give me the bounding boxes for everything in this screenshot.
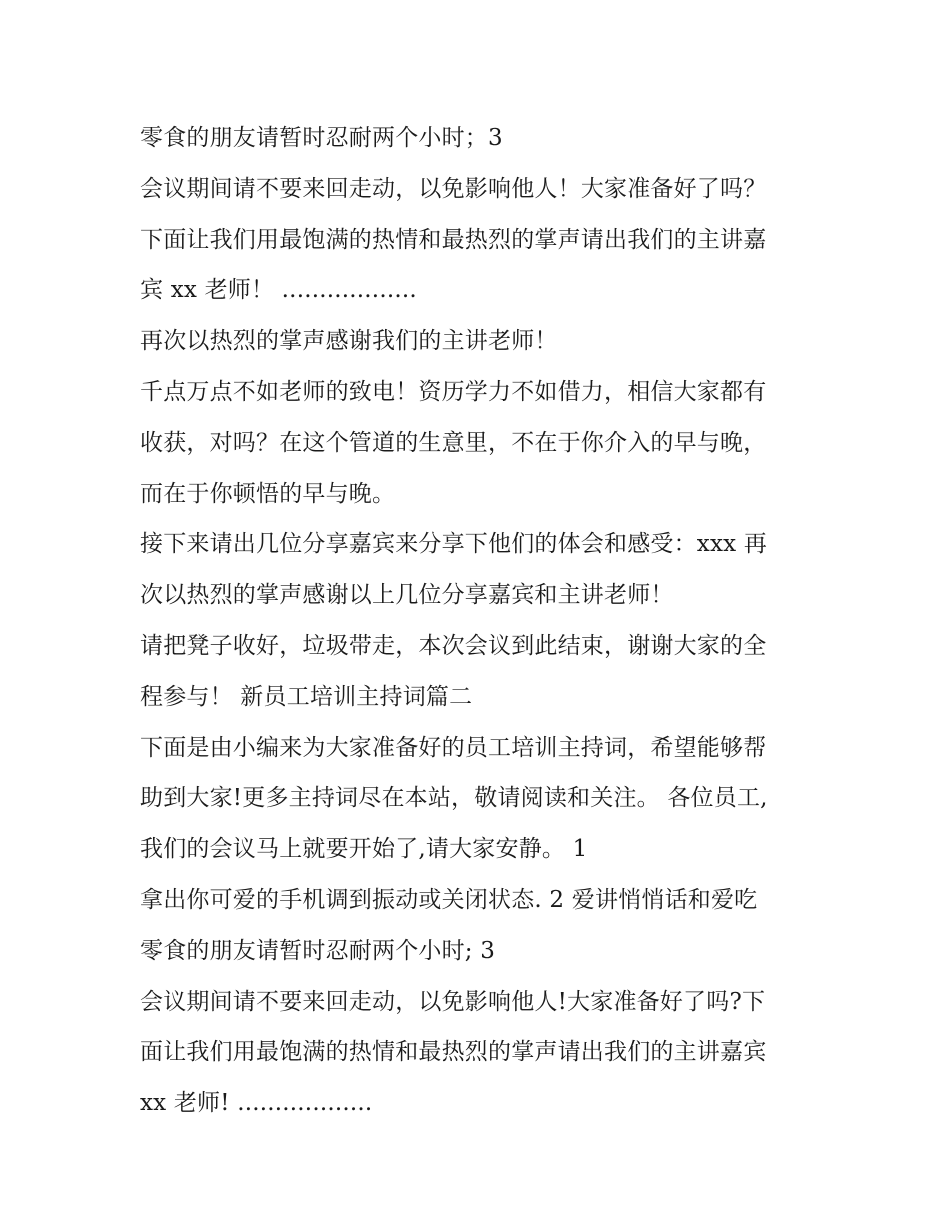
text-line-7: 收获，对吗？在这个管道的生意里，不在于你介入的早与晚， bbox=[140, 429, 767, 456]
text-line-12: 程参与！ 新员工培训主持词篇二 bbox=[140, 683, 473, 710]
text-line-18: 会议期间请不要来回走动，以免影响他人!大家准备好了吗?下 bbox=[140, 988, 766, 1015]
text-line-10: 次以热烈的掌声感谢以上几位分享嘉宾和主讲老师！ bbox=[140, 582, 674, 609]
text-line-3: 下面让我们用最饱满的热情和最热烈的掌声请出我们的主讲嘉 bbox=[140, 226, 767, 253]
text-line-11: 请把凳子收好，垃圾带走，本次会议到此结束，谢谢大家的全 bbox=[140, 632, 767, 659]
text-line-9: 接下来请出几位分享嘉宾来分享下他们的体会和感受：xxx 再 bbox=[140, 531, 768, 558]
text-line-19: 面让我们用最饱满的热情和最热烈的掌声请出我们的主讲嘉宾 bbox=[140, 1039, 767, 1066]
text-line-14: 助到大家!更多主持词尽在本站，敬请阅读和关注。 各位员工, bbox=[140, 785, 768, 812]
text-line-4: 宾 xx 老师！ .................. bbox=[140, 277, 417, 304]
text-line-8: 而在于你顿悟的早与晚。 bbox=[140, 480, 396, 507]
text-line-1: 零食的朋友请暂时忍耐两个小时；3 bbox=[140, 125, 503, 151]
text-line-17: 零食的朋友请暂时忍耐两个小时; 3 bbox=[140, 937, 496, 964]
text-line-16: 拿出你可爱的手机调到振动或关闭状态. 2 爱讲悄悄话和爱吃 bbox=[140, 886, 758, 913]
text-line-15: 我们的会议马上就要开始了,请大家安静。 1 bbox=[140, 836, 588, 863]
text-line-6: 千点万点不如老师的致电！资历学力不如借力，相信大家都有 bbox=[140, 378, 767, 405]
text-line-5: 再次以热烈的掌声感谢我们的主讲老师！ bbox=[140, 328, 558, 355]
text-line-20: xx 老师! .................. bbox=[140, 1090, 373, 1117]
text-line-2: 会议期间请不要来回走动，以免影响他人！大家准备好了吗？ bbox=[140, 175, 767, 202]
document-body bbox=[140, 113, 820, 1129]
text-line-13: 下面是由小编来为大家准备好的员工培训主持词，希望能够帮 bbox=[140, 734, 767, 761]
